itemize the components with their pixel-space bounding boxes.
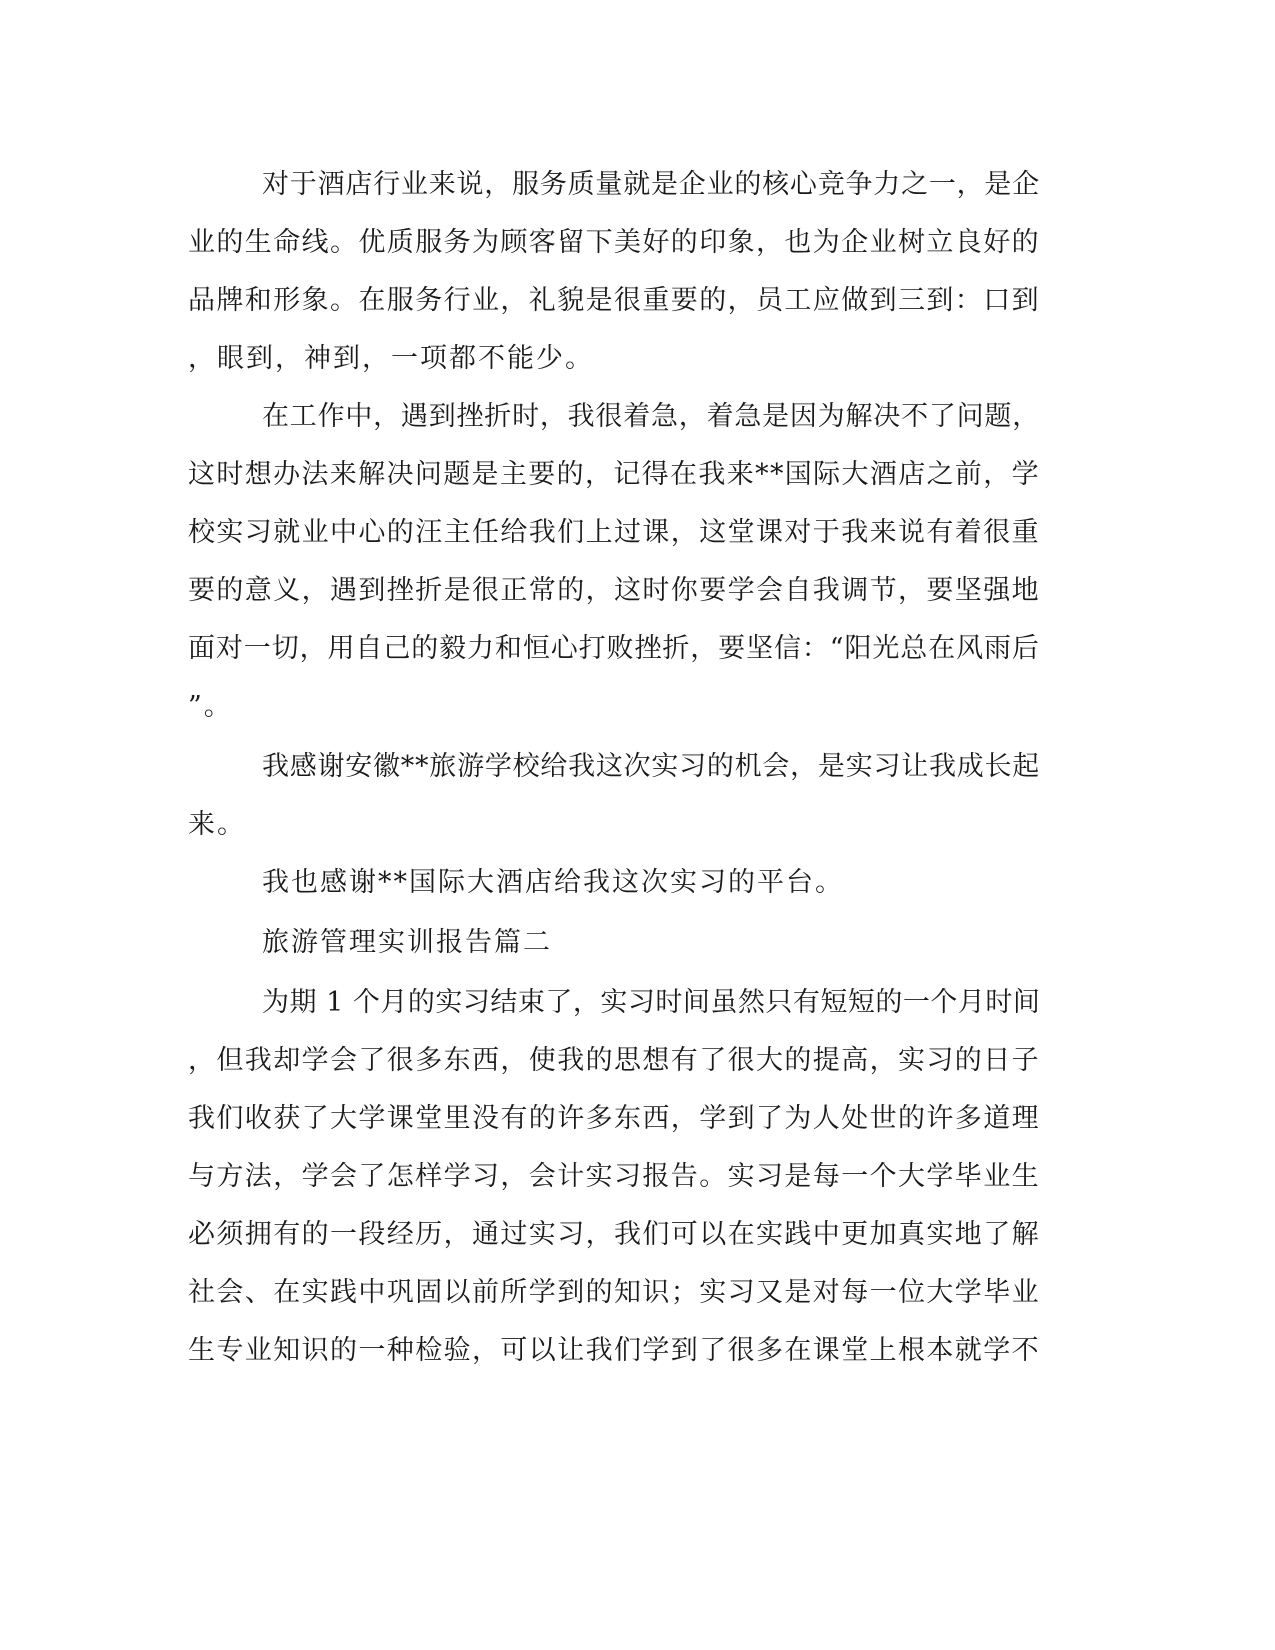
text-line: ，但我却学会了很多东西，使我的思想有了很大的提高，实习的日子: [188, 1045, 1040, 1076]
text-line: ，眼到，神到，一项都不能少。: [188, 343, 594, 374]
text-line: 这时想办法来解决问题是主要的，记得在我来**国际大酒店之前，学: [188, 459, 1040, 490]
text-line: 业的生命线。优质服务为顾客留下美好的印象，也为企业树立良好的: [188, 227, 1040, 258]
text-line: 校实习就业中心的汪主任给我们上过课，这堂课对于我来说有着很重: [188, 517, 1040, 548]
text-line: 我感谢安徽**旅游学校给我这次实习的机会，是实习让我成长起: [262, 751, 1040, 782]
text-line: 来。: [188, 809, 246, 840]
text-line: ”。: [188, 691, 233, 722]
text-line: 社会、在实践中巩固以前所学到的知识；实习又是对每一位大学毕业: [188, 1277, 1040, 1308]
text-line: 与方法，学会了怎样学习，会计实习报告。实习是每一个大学毕业生: [188, 1161, 1040, 1192]
text-line: 面对一切，用自己的毅力和恒心打败挫折，要坚信：“阳光总在风雨后: [188, 633, 1040, 664]
text-line: 我们收获了大学课堂里没有的许多东西，学到了为人处世的许多道理: [188, 1103, 1040, 1134]
text-line: 要的意义，遇到挫折是很正常的，这时你要学会自我调节，要坚强地: [188, 575, 1040, 606]
text-line: 对于酒店行业来说，服务质量就是企业的核心竞争力之一，是企: [262, 169, 1040, 200]
text-line: 为期 1 个月的实习结束了，实习时间虽然只有短短的一个月时间: [262, 987, 1041, 1018]
text-line: 必须拥有的一段经历，通过实习，我们可以在实践中更加真实地了解: [188, 1219, 1040, 1250]
text-line: 我也感谢**国际大酒店给我这次实习的平台。: [262, 867, 844, 898]
section-heading: 旅游管理实训报告篇二: [262, 927, 552, 958]
text-line: 在工作中，遇到挫折时，我很着急，着急是因为解决不了问题，: [262, 401, 1040, 432]
text-line: 生专业知识的一种检验，可以让我们学到了很多在课堂上根本就学不: [188, 1335, 1040, 1366]
text-line: 品牌和形象。在服务行业，礼貌是很重要的，员工应做到三到：口到: [188, 285, 1040, 316]
